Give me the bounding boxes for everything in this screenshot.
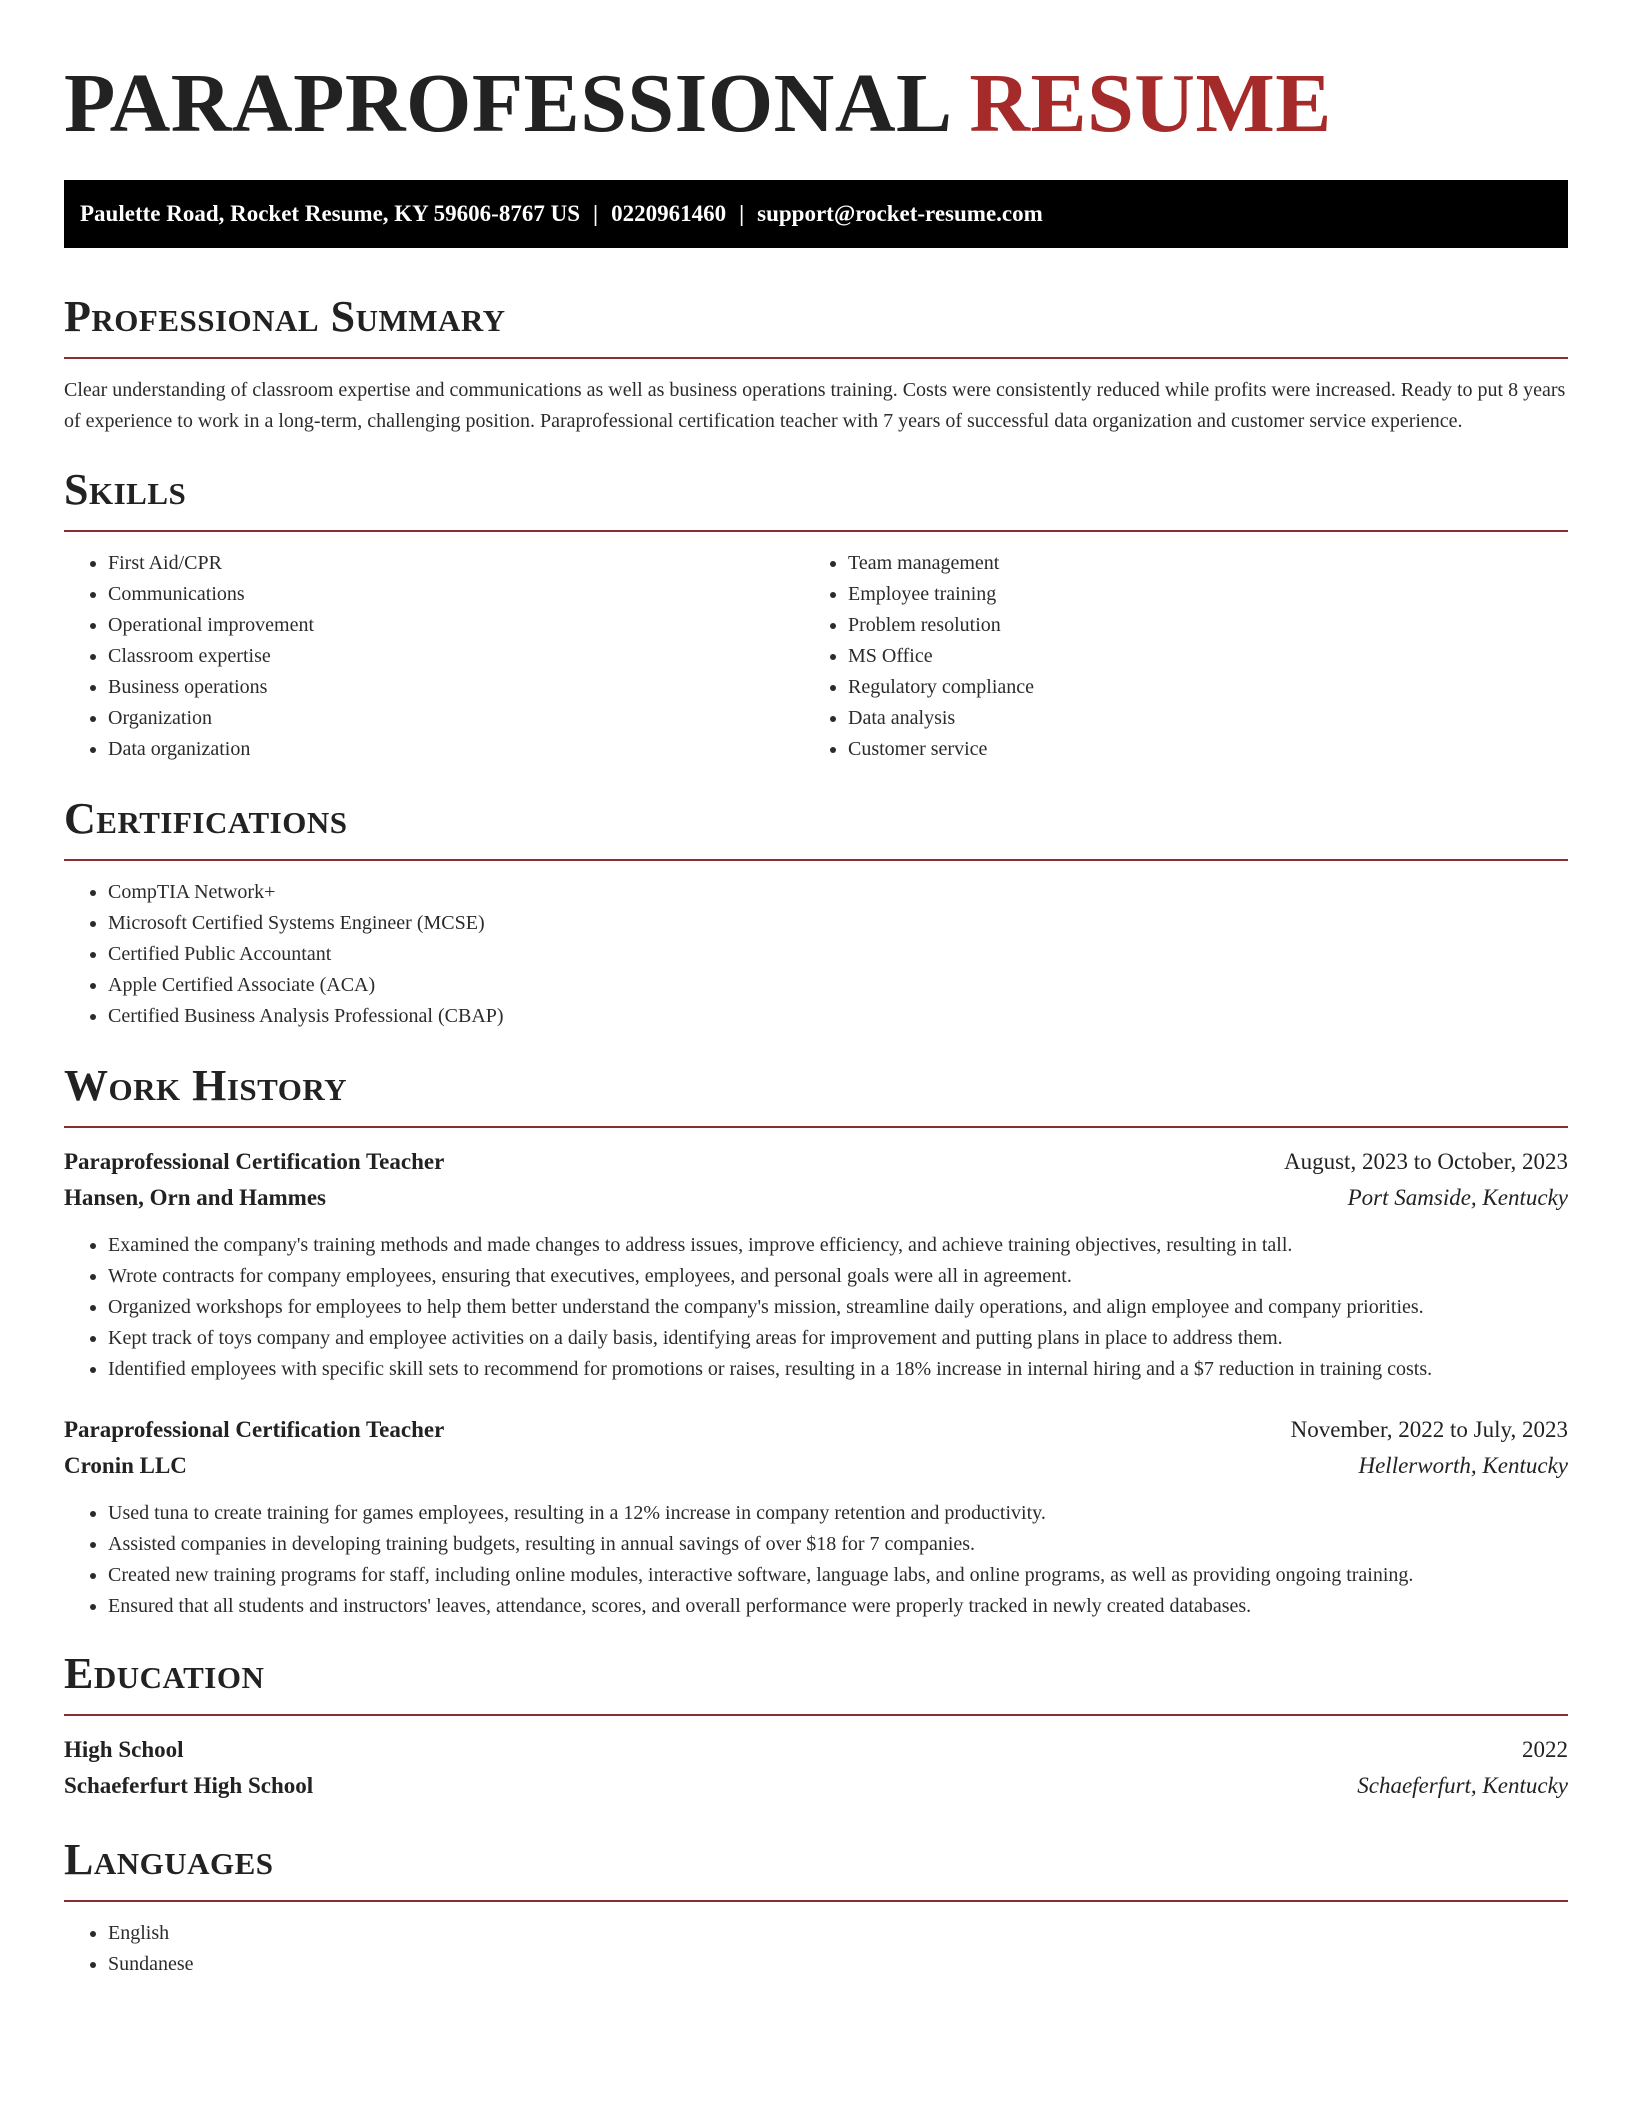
job-location: Port Samside, Kentucky: [1347, 1185, 1568, 1210]
contact-separator: |: [592, 201, 599, 226]
skill-item: • Data analysis: [848, 703, 1544, 734]
skill-item: • First Aid/CPR: [108, 548, 804, 579]
work-history-section: [64, 1058, 1568, 1622]
job-dates: August, 2023 to October, 2023: [1284, 1149, 1568, 1174]
skill-item: • Communications: [108, 579, 804, 610]
certification-item: • Microsoft Certified Systems Engineer (MCSE): [108, 908, 1568, 939]
section-heading-certifications: Certifications: [64, 794, 348, 843]
education-row-2: [64, 1768, 1568, 1804]
contact-email[interactable]: support@rocket-resume.com: [757, 201, 1043, 226]
job-bullet: • Ensured that all students and instructors' leaves, attendance, scores, and overall performance were properly tracked in newly created databases.: [108, 1591, 1568, 1622]
contact-phone[interactable]: 0220961460: [611, 201, 727, 226]
education-school: Schaeferfurt High School: [64, 1773, 314, 1798]
section-divider: [64, 1126, 1568, 1128]
job-bullet: • Organized workshops for employees to help them better understand the company's mission, streamline daily operations, and align employee and company priorities.: [108, 1292, 1568, 1323]
job-bullet: • Used tuna to create training for games employees, resulting in a 12% increase in company retention and productivity.: [108, 1498, 1568, 1529]
skills-columns: [64, 548, 1568, 765]
skills-section: [64, 462, 1568, 765]
skill-item: • Business operations: [108, 672, 804, 703]
certification-item: • Apple Certified Associate (ACA): [108, 970, 1568, 1001]
education-row-1: [64, 1732, 1568, 1768]
skill-item: • Team management: [848, 548, 1544, 579]
resume-page: [64, 0, 1568, 1980]
section-divider: [64, 1900, 1568, 1902]
contact-bar: [64, 180, 1568, 248]
skills-column-right: [804, 548, 1544, 765]
section-heading-work-history: Work History: [64, 1061, 348, 1110]
skill-item: • Employee training: [848, 579, 1544, 610]
job-row-1: [64, 1144, 1568, 1180]
resume-title: [64, 0, 1568, 152]
job-entry: [64, 1412, 1568, 1622]
summary-section: [64, 289, 1568, 437]
section-divider: [64, 859, 1568, 861]
job-location: Hellerworth, Kentucky: [1358, 1453, 1568, 1478]
job-title: Paraprofessional Certification Teacher: [64, 1417, 445, 1442]
job-row-2: [64, 1448, 1568, 1484]
skill-item: • Customer service: [848, 734, 1544, 765]
section-divider: [64, 1714, 1568, 1716]
summary-text: Clear understanding of classroom expertise and communications as well as business operations training. Costs were consistently reduced while profits were increased. Ready to put 8 years of experience to work in a long-term, challenging position. Paraprofessional certification teacher with 7 years of successful data organization and customer service experience.: [64, 379, 1566, 432]
skill-item: • Classroom expertise: [108, 641, 804, 672]
jobs-list: [64, 1144, 1568, 1622]
skill-item: • Data organization: [108, 734, 804, 765]
job-bullets: [64, 1498, 1568, 1622]
education-degree: High School: [64, 1737, 184, 1762]
language-item: • English: [108, 1918, 1568, 1949]
job-entry: [64, 1144, 1568, 1385]
skill-item: • MS Office: [848, 641, 1544, 672]
section-divider: [64, 530, 1568, 532]
skills-list-left: [64, 548, 804, 765]
section-heading-languages: Languages: [64, 1835, 274, 1884]
job-company: Hansen, Orn and Hammes: [64, 1185, 326, 1210]
skill-item: • Problem resolution: [848, 610, 1544, 641]
skills-column-left: [64, 548, 804, 765]
job-row-1: [64, 1412, 1568, 1448]
education-location: Schaeferfurt, Kentucky: [1357, 1773, 1568, 1798]
language-item: • Sundanese: [108, 1949, 1568, 1980]
certifications-section: [64, 791, 1568, 1032]
education-year: 2022: [1522, 1737, 1568, 1762]
title-accent: RESUME: [969, 57, 1332, 150]
title-main: PARAPROFESSIONAL: [64, 57, 948, 150]
job-company: Cronin LLC: [64, 1453, 187, 1478]
section-heading-education: Education: [64, 1649, 265, 1698]
languages-list: [64, 1918, 1568, 1980]
job-bullet: • Created new training programs for staff, including online modules, interactive software, language labs, and online programs, as well as providing ongoing training.: [108, 1560, 1568, 1591]
languages-section: [64, 1832, 1568, 1980]
job-dates: November, 2022 to July, 2023: [1290, 1417, 1568, 1442]
section-heading-summary: Professional Summary: [64, 292, 506, 341]
job-title: Paraprofessional Certification Teacher: [64, 1149, 445, 1174]
skill-item: • Organization: [108, 703, 804, 734]
certification-item: • Certified Public Accountant: [108, 939, 1568, 970]
job-bullet: • Identified employees with specific skill sets to recommend for promotions or raises, resulting in a 18% increase in internal hiring and a $7 reduction in training costs.: [108, 1354, 1568, 1385]
education-section: [64, 1646, 1568, 1804]
contact-address: Paulette Road, Rocket Resume, KY 59606-8767 US: [80, 201, 580, 226]
job-bullets: [64, 1230, 1568, 1385]
job-bullet: • Examined the company's training methods and made changes to address issues, improve efficiency, and achieve training objectives, resulting in tall.: [108, 1230, 1568, 1261]
section-heading-skills: Skills: [64, 465, 187, 514]
job-bullet: • Wrote contracts for company employees, ensuring that executives, employees, and personal goals were all in agreement.: [108, 1261, 1568, 1292]
contact-separator: |: [739, 201, 745, 226]
skills-list-right: [804, 548, 1544, 765]
job-bullet: • Assisted companies in developing training budgets, resulting in annual savings of over $18 for 7 companies.: [108, 1529, 1568, 1560]
job-bullet: • Kept track of toys company and employee activities on a daily basis, identifying areas for improvement and putting plans in place to address them.: [108, 1323, 1568, 1354]
job-row-2: [64, 1180, 1568, 1216]
skill-item: • Regulatory compliance: [848, 672, 1544, 703]
section-divider: [64, 357, 1568, 359]
certification-item: • Certified Business Analysis Professional (CBAP): [108, 1001, 1568, 1032]
certification-item: • CompTIA Network+: [108, 877, 1568, 908]
skill-item: • Operational improvement: [108, 610, 804, 641]
certifications-list: [64, 877, 1568, 1032]
